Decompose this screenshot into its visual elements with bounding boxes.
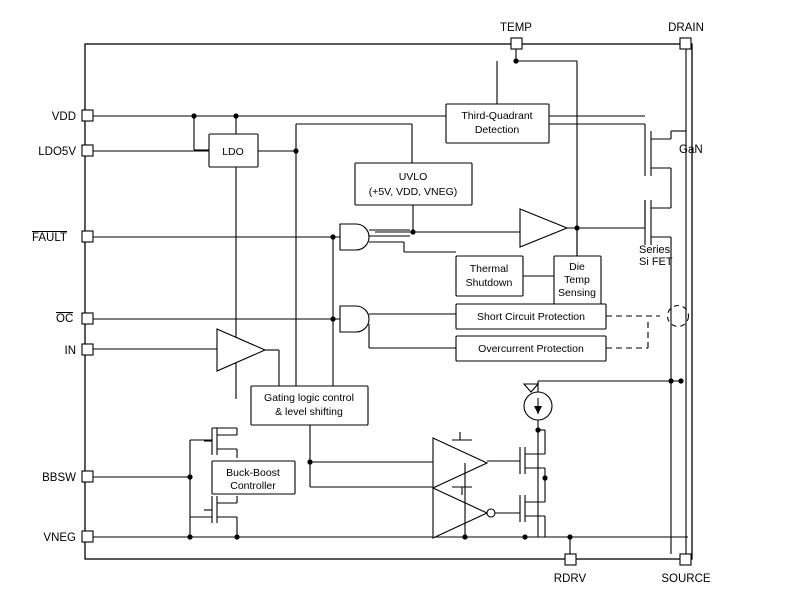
junction-output-mid <box>542 475 547 480</box>
pin-pad-temp <box>511 38 522 49</box>
junction-vdd-ldo <box>191 113 196 118</box>
label-device-sifet: Si FET <box>639 256 673 268</box>
junction-oc <box>330 316 335 321</box>
label-pin-bbsw: BBSW <box>42 472 76 484</box>
block-thermal-shutdown <box>456 256 523 296</box>
pin-pad-ldo5v <box>82 145 93 156</box>
label-pin-drain: DRAIN <box>668 22 704 34</box>
junction-ldo-out <box>293 148 298 153</box>
cs-marker-triangle <box>524 384 538 392</box>
label-short-circuit-protection: Short Circuit Protection <box>477 311 585 323</box>
label-pin-vneg: VNEG <box>43 532 76 544</box>
pin-pad-source <box>680 554 691 565</box>
junction-cs-bottom <box>535 427 540 432</box>
gate-driver-lower <box>433 488 487 538</box>
pin-pad-in <box>82 344 93 355</box>
pin-pad-vdd <box>82 110 93 121</box>
label-dietemp-3: Sensing <box>558 287 596 299</box>
buffer-third-quadrant <box>520 209 567 247</box>
label-pin-in: IN <box>64 345 76 357</box>
junction-vneg-bbfet <box>234 534 239 539</box>
label-pin-ldo5v: LDO5V <box>38 146 76 158</box>
and-gate-lower <box>340 306 369 332</box>
junction-drain-cs <box>678 378 683 383</box>
label-pin-fault <box>32 231 67 244</box>
pin-pad-oc <box>82 313 93 324</box>
label-thermal-1: Thermal <box>469 263 509 275</box>
junction-temp <box>513 58 518 63</box>
junction-vneg-out <box>522 534 527 539</box>
label-pin-oc-text: OC <box>56 313 74 325</box>
junction-bbsw <box>187 474 192 479</box>
label-buckboost-1: Buck-Boost <box>226 467 280 479</box>
label-pin-source: SOURCE <box>661 573 711 585</box>
label-dietemp-2: Temp <box>564 274 590 286</box>
label-pin-fault-text: FAULT <box>32 232 67 244</box>
label-dietemp-1: Die <box>569 261 585 273</box>
label-pin-vdd: VDD <box>51 111 76 123</box>
label-uvlo-2: (+5V, VDD, VNEG) <box>368 186 458 198</box>
label-third-quadrant-2: Detection <box>474 124 520 136</box>
label-uvlo-1: UVLO <box>398 171 428 183</box>
buffer-input <box>217 329 265 371</box>
label-thermal-2: Shutdown <box>465 277 513 289</box>
gate-driver-upper <box>433 438 487 488</box>
label-ldo: LDO <box>222 146 244 158</box>
pin-pad-rdrv <box>565 554 576 565</box>
pin-pad-vneg <box>82 531 93 542</box>
pin-pad-bbsw <box>82 471 93 482</box>
junction-vdd-branch <box>233 113 238 118</box>
inverting-bubble <box>487 509 495 517</box>
junction-vneg-bb <box>187 534 192 539</box>
label-device-series: Series <box>639 244 671 256</box>
pin-pad-drain <box>680 38 691 49</box>
label-pin-temp: TEMP <box>500 22 532 34</box>
label-third-quadrant-1: Third-Quadrant <box>461 110 533 122</box>
junction-source-node <box>668 378 673 383</box>
label-overcurrent-protection: Overcurrent Protection <box>478 343 584 355</box>
block-uvlo <box>355 163 472 205</box>
and-gate-upper <box>340 224 369 250</box>
label-gating-2: & level shifting <box>275 406 343 418</box>
junction-gating-out <box>307 459 312 464</box>
label-device-gan: GaN <box>679 144 703 156</box>
label-gating-1: Gating logic control <box>264 392 354 404</box>
junction-buffer-die <box>574 225 579 230</box>
label-pin-oc <box>56 312 73 325</box>
label-buckboost-2: Controller <box>230 480 276 492</box>
pin-pad-fault <box>82 231 93 242</box>
label-pin-rdrv: RDRV <box>553 573 587 585</box>
